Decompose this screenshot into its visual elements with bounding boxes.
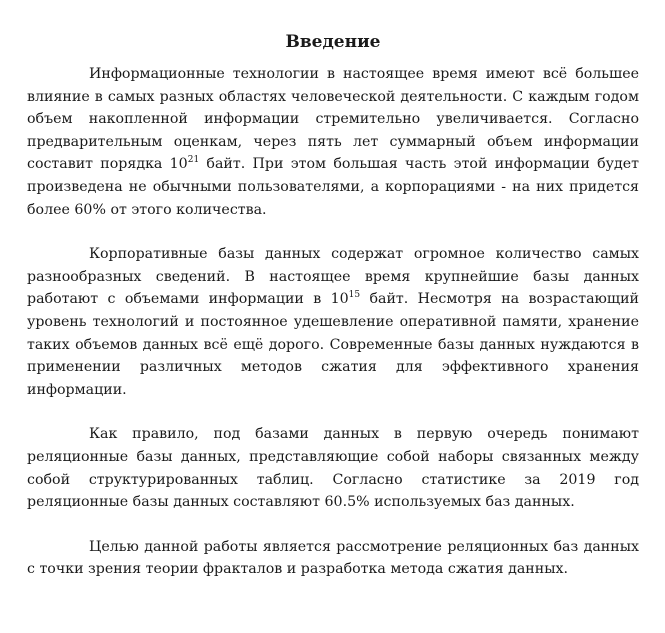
paragraph-text: Как правило, под базами данных в первую очередь понимают реляционные базы данных, представляющие собой наборы связанных между собой структурированных таблиц. Согласно статистике за 2019 год реляционные базы данных составляют 60.5% используемых баз данных. — [27, 426, 639, 511]
paragraph-3 — [27, 423, 639, 513]
paragraph-1 — [27, 63, 639, 221]
document-page — [27, 30, 639, 603]
paragraph-text: байт. Несмотря на возрастающий уровень технологий и постоянное удешевление оперативной памяти, хранение таких объемов данных всё ещё дорого. Современные базы данных нуждаются в применении различных методов сжатия для эффективного хранения информации. — [27, 291, 639, 398]
paragraph-text: Целью данной работы является рассмотрение реляционных баз данных с точки зрения теории фракталов и разработка метода сжатия данных. — [27, 538, 639, 578]
paragraph-text: байт. При этом большая часть этой информации будет произведена не обычными пользователями, а корпорациями - на них придется более 60% от этого количества. — [27, 156, 639, 218]
exponent: 15 — [348, 290, 361, 301]
document-title: Введение — [285, 32, 381, 52]
paragraph-text: Информационные технологии в настоящее время имеют всё большее влияние в самых разных областях человеческой деятельности. С каждым годом объем накопленной информации стремительно увеличивается. Согласно предварительным оценкам, через пять лет суммарный объем информации составит порядка 10 — [27, 66, 639, 173]
paragraph-2 — [27, 243, 639, 401]
paragraph-text: Корпоративные базы данных содержат огромное количество самых разнообразных сведений. В настоящее время крупнейшие базы данных работают с объемами информации в 10 — [27, 246, 639, 308]
exponent: 21 — [187, 155, 200, 166]
paragraph-4 — [27, 536, 639, 581]
